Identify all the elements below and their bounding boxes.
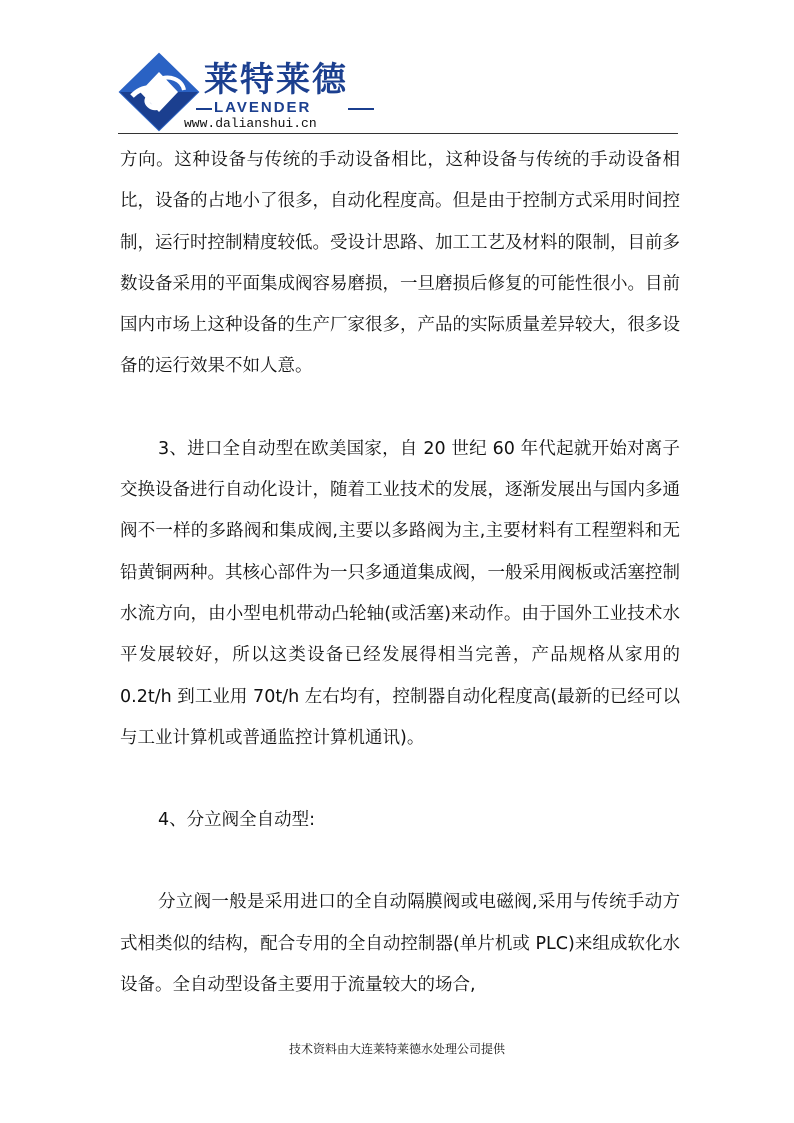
paragraph-3-heading: 4、分立阀全自动型: [158, 810, 316, 831]
paragraph-gap [120, 388, 680, 429]
paragraph-gap [120, 759, 680, 800]
brand-en: LAVENDER [214, 99, 312, 116]
document-body [120, 140, 680, 1006]
brand-rule-right [348, 108, 374, 110]
brand-name: 莱特莱德 [204, 60, 348, 100]
paragraph-1: 方向。这种设备与传统的手动设备相比，这种设备与传统的手动设备相比，设备的占地小了很多，自动化程度高。但是由于控制方式采用时间控制，运行时控制精度较低。受设计思路、加工工艺及材料的限制，目前多数设备采用的平面集成阀容易磨损，一旦磨损后修复的可能性很小。目前国内市场上这种设备的生产厂家很多，产品的实际质量差异较大，很多设备的运行效果不如人意。 [120, 150, 680, 377]
header-divider [118, 133, 678, 134]
page-footer: 技术资料由大连莱特莱德水处理公司提供 [288, 1042, 505, 1056]
paragraph-4: 分立阀一般是采用进口的全自动隔膜阀或电磁阀,采用与传统手动方式相类似的结构，配合专用的全自动控制器(单片机或 PLC)来组成软化水设备。全自动型设备主要用于流量较大的场合, [120, 892, 680, 996]
paragraph-2: 3、进口全自动型在欧美国家，自 20 世纪 60 年代起就开始对离子交换设备进行自动化设计，随着工业技术的发展，逐渐发展出与国内多通阀不一样的多路阀和集成阀,主要以多路阀为主,主要材料有工程塑料和无铅黄铜两种。其核心部件为一只多通道集成阀，一般采用阀板或活塞控制水流方向，由小型电机带动凸轮轴(或活塞)来动作。由于国外工业技术水平发展较好，所以这类设备已经发展得相当完善，产品规格从家用的 0.2t/h 到工业用 70t/h 左右均有，控制器自动化程度高(最新的已经可以与工业计算机或普通监控计算机通讯)。 [120, 438, 680, 748]
page-header [0, 0, 794, 140]
brand-en-row [196, 99, 376, 117]
paragraph-gap [120, 841, 680, 882]
brand-rule-left [196, 108, 212, 110]
brand-url: www.dalianshui.cn [184, 116, 317, 131]
